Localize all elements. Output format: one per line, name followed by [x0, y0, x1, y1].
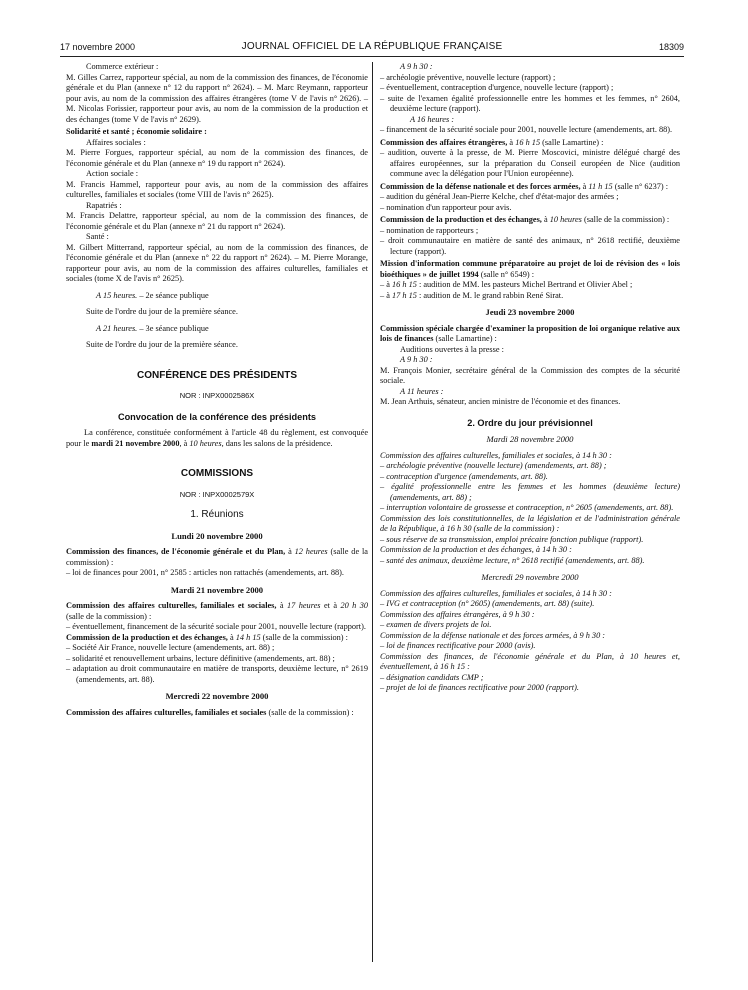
agenda-item: – IVG et contraception (n° 2605) (amendements, art. 88) (suite).: [380, 599, 595, 608]
day-heading: Jeudi 23 novembre 2000: [485, 307, 575, 317]
agenda-item: – examen de divers projets de loi.: [380, 620, 492, 629]
commission-entry: Commission de la production et des échanges, à 14 h 30 :: [380, 545, 572, 554]
time-label: A 11 heures :: [400, 386, 444, 396]
agenda-item: – financement de la sécurité sociale pour 2001, nouvelle lecture (amendements, art. 88).: [380, 125, 673, 134]
commission-entry: Commission des affaires étrangères, à 16 h 15 (salle Lamartine) :: [380, 137, 604, 147]
commission-entry: Commission de la défense nationale et des forces armées, à 11 h 15 (salle n° 6237) :: [380, 181, 669, 191]
paragraph: M. Francis Hammel, rapporteur pour avis, au nom de la commission des affaires culturelles, familiales et sociales (tome VIII de l'avis n° 2625).: [66, 179, 368, 199]
paragraph: M. Gilbert Mitterrand, rapporteur spécial, au nom de la commission des finances, de l'économie générale et du Plan (annexe n° 22 du rapport n° 2624). – M. Pierre Morange, rapporteur pour avis, au nom de la commission des affaires culturelles, familiales et sociales (tome X de l'avis n° 2625).: [66, 242, 368, 283]
agenda-item: – adaptation au droit communautaire en matière de transports, deuxième lecture, n° 2619 (amendements, art. 88).: [66, 664, 368, 684]
agenda-item: – sous réserve de sa transmission, emploi précaire fonction publique (rapport).: [380, 534, 644, 544]
header-date: 17 novembre 2000: [60, 42, 136, 52]
nor-reference: NOR : INPX0002579X: [179, 489, 255, 499]
agenda-item: – égalité professionnelle entre les femmes et les hommes (deuxième lecture) (amendements, art. 88) ;: [380, 482, 680, 502]
running-header: [60, 40, 684, 57]
convocation-text: La conférence, constituée conformément à l'article 48 du règlement, est convoquée pour le mardi 21 novembre 2000, à 10 heures, dans les salons de la présidence.: [66, 428, 368, 448]
time-label: A 9 h 30 :: [400, 62, 433, 71]
agenda-item: – audition, ouverte à la presse, de M. Pierre Moscovici, ministre délégué chargé des affaires européennes, sur la préparation du Conseil européen de Nice (audition commune avec la délégation pour l'Union européenne).: [380, 148, 680, 178]
agenda-item: – éventuellement, contraception d'urgence, nouvelle lecture (rapport) ;: [380, 83, 614, 92]
section-heading: Solidarité et santé ; économie solidaire :: [66, 127, 207, 136]
commission-entry: Commission des affaires culturelles, familiales et sociales, à 14 h 30 :: [380, 450, 612, 460]
agenda-item: – éventuellement, financement de la sécurité sociale pour 2001, nouvelle lecture (rapport).: [66, 622, 366, 631]
commission-entry: Commission de la production et des échanges, à 10 heures (salle de la commission) :: [380, 215, 670, 224]
day-heading: Mardi 21 novembre 2000: [170, 584, 264, 595]
day-heading: Mardi 28 novembre 2000: [486, 434, 574, 444]
commission-entry: Commission des affaires étrangères, à 9 h 30 :: [380, 609, 535, 619]
paragraph: M. Pierre Forgues, rapporteur spécial, au nom de la commission des finances, de l'économie générale et du Plan (annexe n° 19 du rapport n° 2624).: [66, 148, 368, 168]
agenda-item: – à 16 h 15 : audition de MM. les pasteurs Michel Bertrand et Olivier Abel ;: [380, 280, 633, 289]
agenda-item: – loi de finances rectificative pour 2000 (avis).: [380, 641, 536, 650]
section-label: Santé :: [86, 232, 109, 241]
left-column: [66, 62, 368, 718]
session-time: A 15 heures.: [96, 290, 138, 300]
header-title: JOURNAL OFFICIEL DE LA RÉPUBLIQUE FRANÇAISE: [241, 41, 503, 52]
agenda-item: – projet de loi de finances rectificative pour 2000 (rapport).: [380, 683, 579, 692]
agenda-item: – suite de l'examen égalité professionnelle entre les hommes et les femmes, n° 2604, deuxième lecture (rapport).: [380, 93, 680, 113]
commission-entry: Commission des finances, de l'économie générale et du Plan, à 12 heures (salle de la commission) :: [66, 547, 368, 567]
reunions-title: 1. Réunions: [190, 509, 244, 520]
section-label: Affaires sociales :: [86, 137, 146, 147]
session-label: – 2e séance publique: [137, 290, 209, 300]
agenda-item: – archéologie préventive, nouvelle lecture (rapport) ;: [380, 72, 556, 82]
section-label: Auditions ouvertes à la presse :: [400, 344, 504, 354]
commission-entry: Commission des finances, de l'économie générale et du Plan, à 10 heures et, éventuellement, à 16 h 15 :: [380, 651, 680, 671]
time-label: A 9 h 30 :: [400, 355, 433, 364]
day-heading: Mercredi 29 novembre 2000: [481, 572, 579, 582]
mission-entry: Mission d'information commune préparatoire au projet de loi de révision des « lois bioéthiques » de juillet 1994 (salle n° 6549) :: [380, 259, 680, 279]
nor-reference: NOR : INPX0002586X: [179, 391, 255, 400]
agenda-item: – désignation candidats CMP ;: [380, 672, 484, 682]
day-heading: Lundi 20 novembre 2000: [171, 530, 263, 541]
session-line: [66, 324, 368, 335]
session-line: [66, 291, 368, 302]
header-page-number: 18309: [658, 42, 684, 52]
agenda-item: – nomination de rapporteurs ;: [380, 225, 479, 235]
session-label: – 3e séance publique: [137, 323, 209, 333]
paragraph: Suite de l'ordre du jour de la première séance.: [86, 340, 238, 349]
agenda-item: – interruption volontaire de grossesse et contraception, n° 2605 (amendements, art. 88).: [380, 503, 674, 512]
column-divider: [372, 62, 373, 962]
time-label: A 16 heures :: [410, 114, 455, 124]
ordre-title: 2. Ordre du jour prévisionnel: [467, 417, 593, 428]
conference-title: CONFÉRENCE DES PRÉSIDENTS: [136, 369, 298, 381]
agenda-item: – archéologie préventive (nouvelle lecture) (amendements, art. 88) ;: [380, 461, 607, 470]
commission-entry: Commission de la production et des échanges, à 14 h 15 (salle de la commission) :: [66, 632, 348, 642]
section-label: Rapatriés :: [86, 200, 122, 210]
commission-entry: Commission spéciale chargée d'examiner la proposition de loi organique relative aux lois de finances (salle Lamartine) :: [380, 323, 680, 343]
agenda-item: – audition du général Jean-Pierre Kelche, chef d'état-major des armées ;: [380, 192, 619, 201]
section-label: Action sociale :: [86, 169, 139, 178]
paragraph: M. Francis Delattre, rapporteur spécial, au nom de la commission des finances, de l'économie générale et du Plan (annexe n° 21 du rapport n° 2624).: [66, 211, 368, 231]
right-column: [380, 62, 680, 694]
commission-entry: Commission des affaires culturelles, familiales et sociales, à 17 heures et à 20 h 30 (salle de la commission) :: [66, 601, 369, 621]
commission-entry: Commission des affaires culturelles, familiales et sociales (salle de la commission) :: [66, 707, 354, 717]
agenda-item: – solidarité et renouvellement urbains, lecture définitive (amendements, art. 88) ;: [66, 653, 335, 663]
paragraph: M. François Monier, secrétaire général de la Commission des comptes de la sécurité sociale.: [380, 365, 680, 385]
commission-entry: Commission des lois constitutionnelles, de la législation et de l'administration générale de la République, à 16 h 30 (salle de la commission) :: [380, 513, 680, 533]
agenda-item: – droit communautaire en matière de santé des animaux, n° 2618 rectifié, deuxième lecture (rapport).: [380, 236, 680, 256]
agenda-item: – santé des animaux, deuxième lecture, n° 2618 rectifié (amendements, art. 88).: [380, 555, 645, 565]
agenda-item: – Société Air France, nouvelle lecture (amendements, art. 88) ;: [66, 643, 275, 652]
paragraph: M. Gilles Carrez, rapporteur spécial, au nom de la commission des finances, de l'économie générale et du Plan (annexe n° 12 du rapport n° 2624). – M. Marc Reymann, rapporteur pour avis, au nom de la commission des affaires étrangères (tome V de l'avis n° 2626). – M. Nicolas Forissier, rapporteur pour avis, au nom de la commission de la production et des échanges (tome V de l'avis n° 2629).: [66, 72, 368, 124]
agenda-item: – loi de finances pour 2001, n° 2585 : articles non rattachés (amendements, art. 88).: [66, 568, 344, 577]
day-heading: Mercredi 22 novembre 2000: [165, 691, 269, 701]
session-time: A 21 heures.: [96, 323, 138, 333]
paragraph: M. Jean Arthuis, sénateur, ancien ministre de l'économie et des finances.: [380, 397, 621, 406]
commission-entry: Commission de la défense nationale et des forces armées, à 9 h 30 :: [380, 630, 606, 640]
paragraph: Suite de l'ordre du jour de la première séance.: [86, 307, 238, 316]
agenda-item: – nomination d'un rapporteur pour avis.: [380, 202, 512, 212]
agenda-item: – à 17 h 15 : audition de M. le grand rabbin René Sirat.: [380, 290, 564, 300]
agenda-item: – contraception d'urgence (amendements, art. 88).: [380, 471, 548, 481]
commission-entry: Commission des affaires culturelles, familiales et sociales, à 14 h 30 :: [380, 588, 612, 598]
convocation-title: Convocation de la conférence des présidents: [117, 411, 317, 422]
section-label: Commerce extérieur :: [86, 62, 159, 71]
commissions-title: COMMISSIONS: [180, 468, 254, 479]
